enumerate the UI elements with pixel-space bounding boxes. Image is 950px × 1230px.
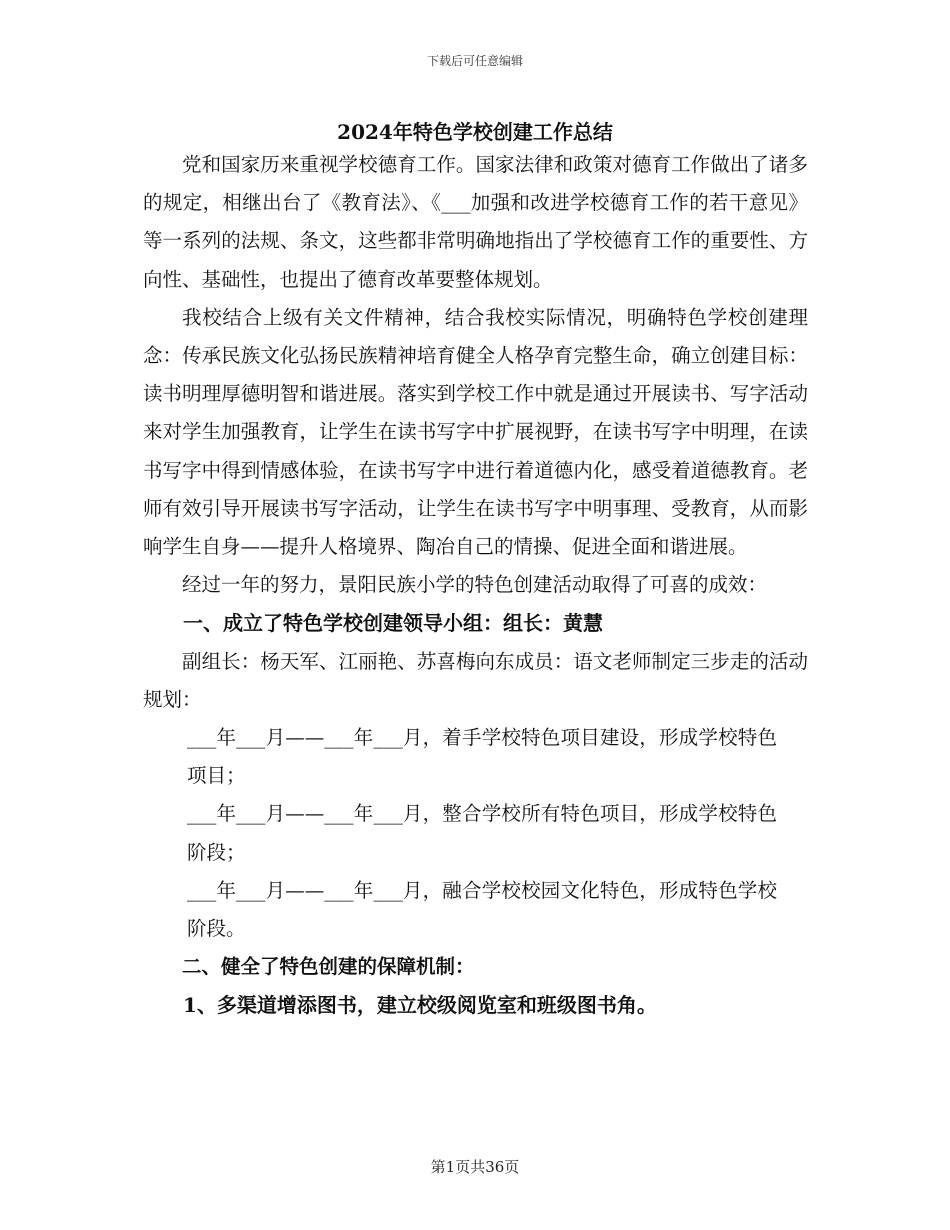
schedule-item-2: ___年___月——___年___月，整合学校所有特色项目，形成学校特色阶段； <box>187 802 777 864</box>
page-header: 下载后可任意编辑 <box>426 54 523 68</box>
subsection-heading-1: 1、多渠道增添图书，建立校级阅览室和班级图书角。 <box>183 993 657 1018</box>
paragraph-concept: 我校结合上级有关文件精神，结合我校实际情况，明确特色学校创建理念：传承民族文化弘扬民族精神培育健全人格孕育完整生命，确立创建目标：读书明理厚德明智和谐进展。落实到学校工作中就是通过开展读书、写字活动来对学生加强教育，让学生在读书写字中扩展视野，在读书写字中明理，在读书写字中得到情感体验，在读书写字中进行着道德内化，感受着道德教育。老师有效引导开展读书写字活动，让学生在读书写字中明事理、受教育，从而影响学生自身——提升人格境界、陶冶自己的情操、促进全面和谐进展。 <box>143 305 808 559</box>
document-body <box>143 146 808 1025</box>
schedule-item-1: ___年___月——___年___月，着手学校特色项目建设，形成学校特色项目； <box>187 726 777 788</box>
section-heading-1: 一、成立了特色学校创建领导小组：组长：黄慧 <box>183 611 603 636</box>
section-heading-2: 二、健全了特色创建的保障机制： <box>182 955 475 979</box>
schedule-item-3: ___年___月——___年___月，融合学校校园文化特色，形成特色学校阶段。 <box>187 878 777 941</box>
paragraph-intro: 党和国家历来重视学校德育工作。国家法律和政策对德育工作做出了诸多的规定，相继出台了《教育法》、《___加强和改进学校德育工作的若干意见》等一系列的法规、条文，这些都非常明确地指出了学校德育工作的重要性、方向性、基础性，也提出了德育改革要整体规划。 <box>143 153 808 291</box>
document-title: 2024年特色学校创建工作总结 <box>337 120 613 144</box>
page-footer: 第1页共36页 <box>430 1158 520 1176</box>
paragraph-results: 经过一年的努力，景阳民族小学的特色创建活动取得了可喜的成效： <box>182 573 768 597</box>
paragraph-members: 副组长：杨天军、江丽艳、苏喜梅向东成员：语文老师制定三步走的活动规划： <box>143 649 808 711</box>
